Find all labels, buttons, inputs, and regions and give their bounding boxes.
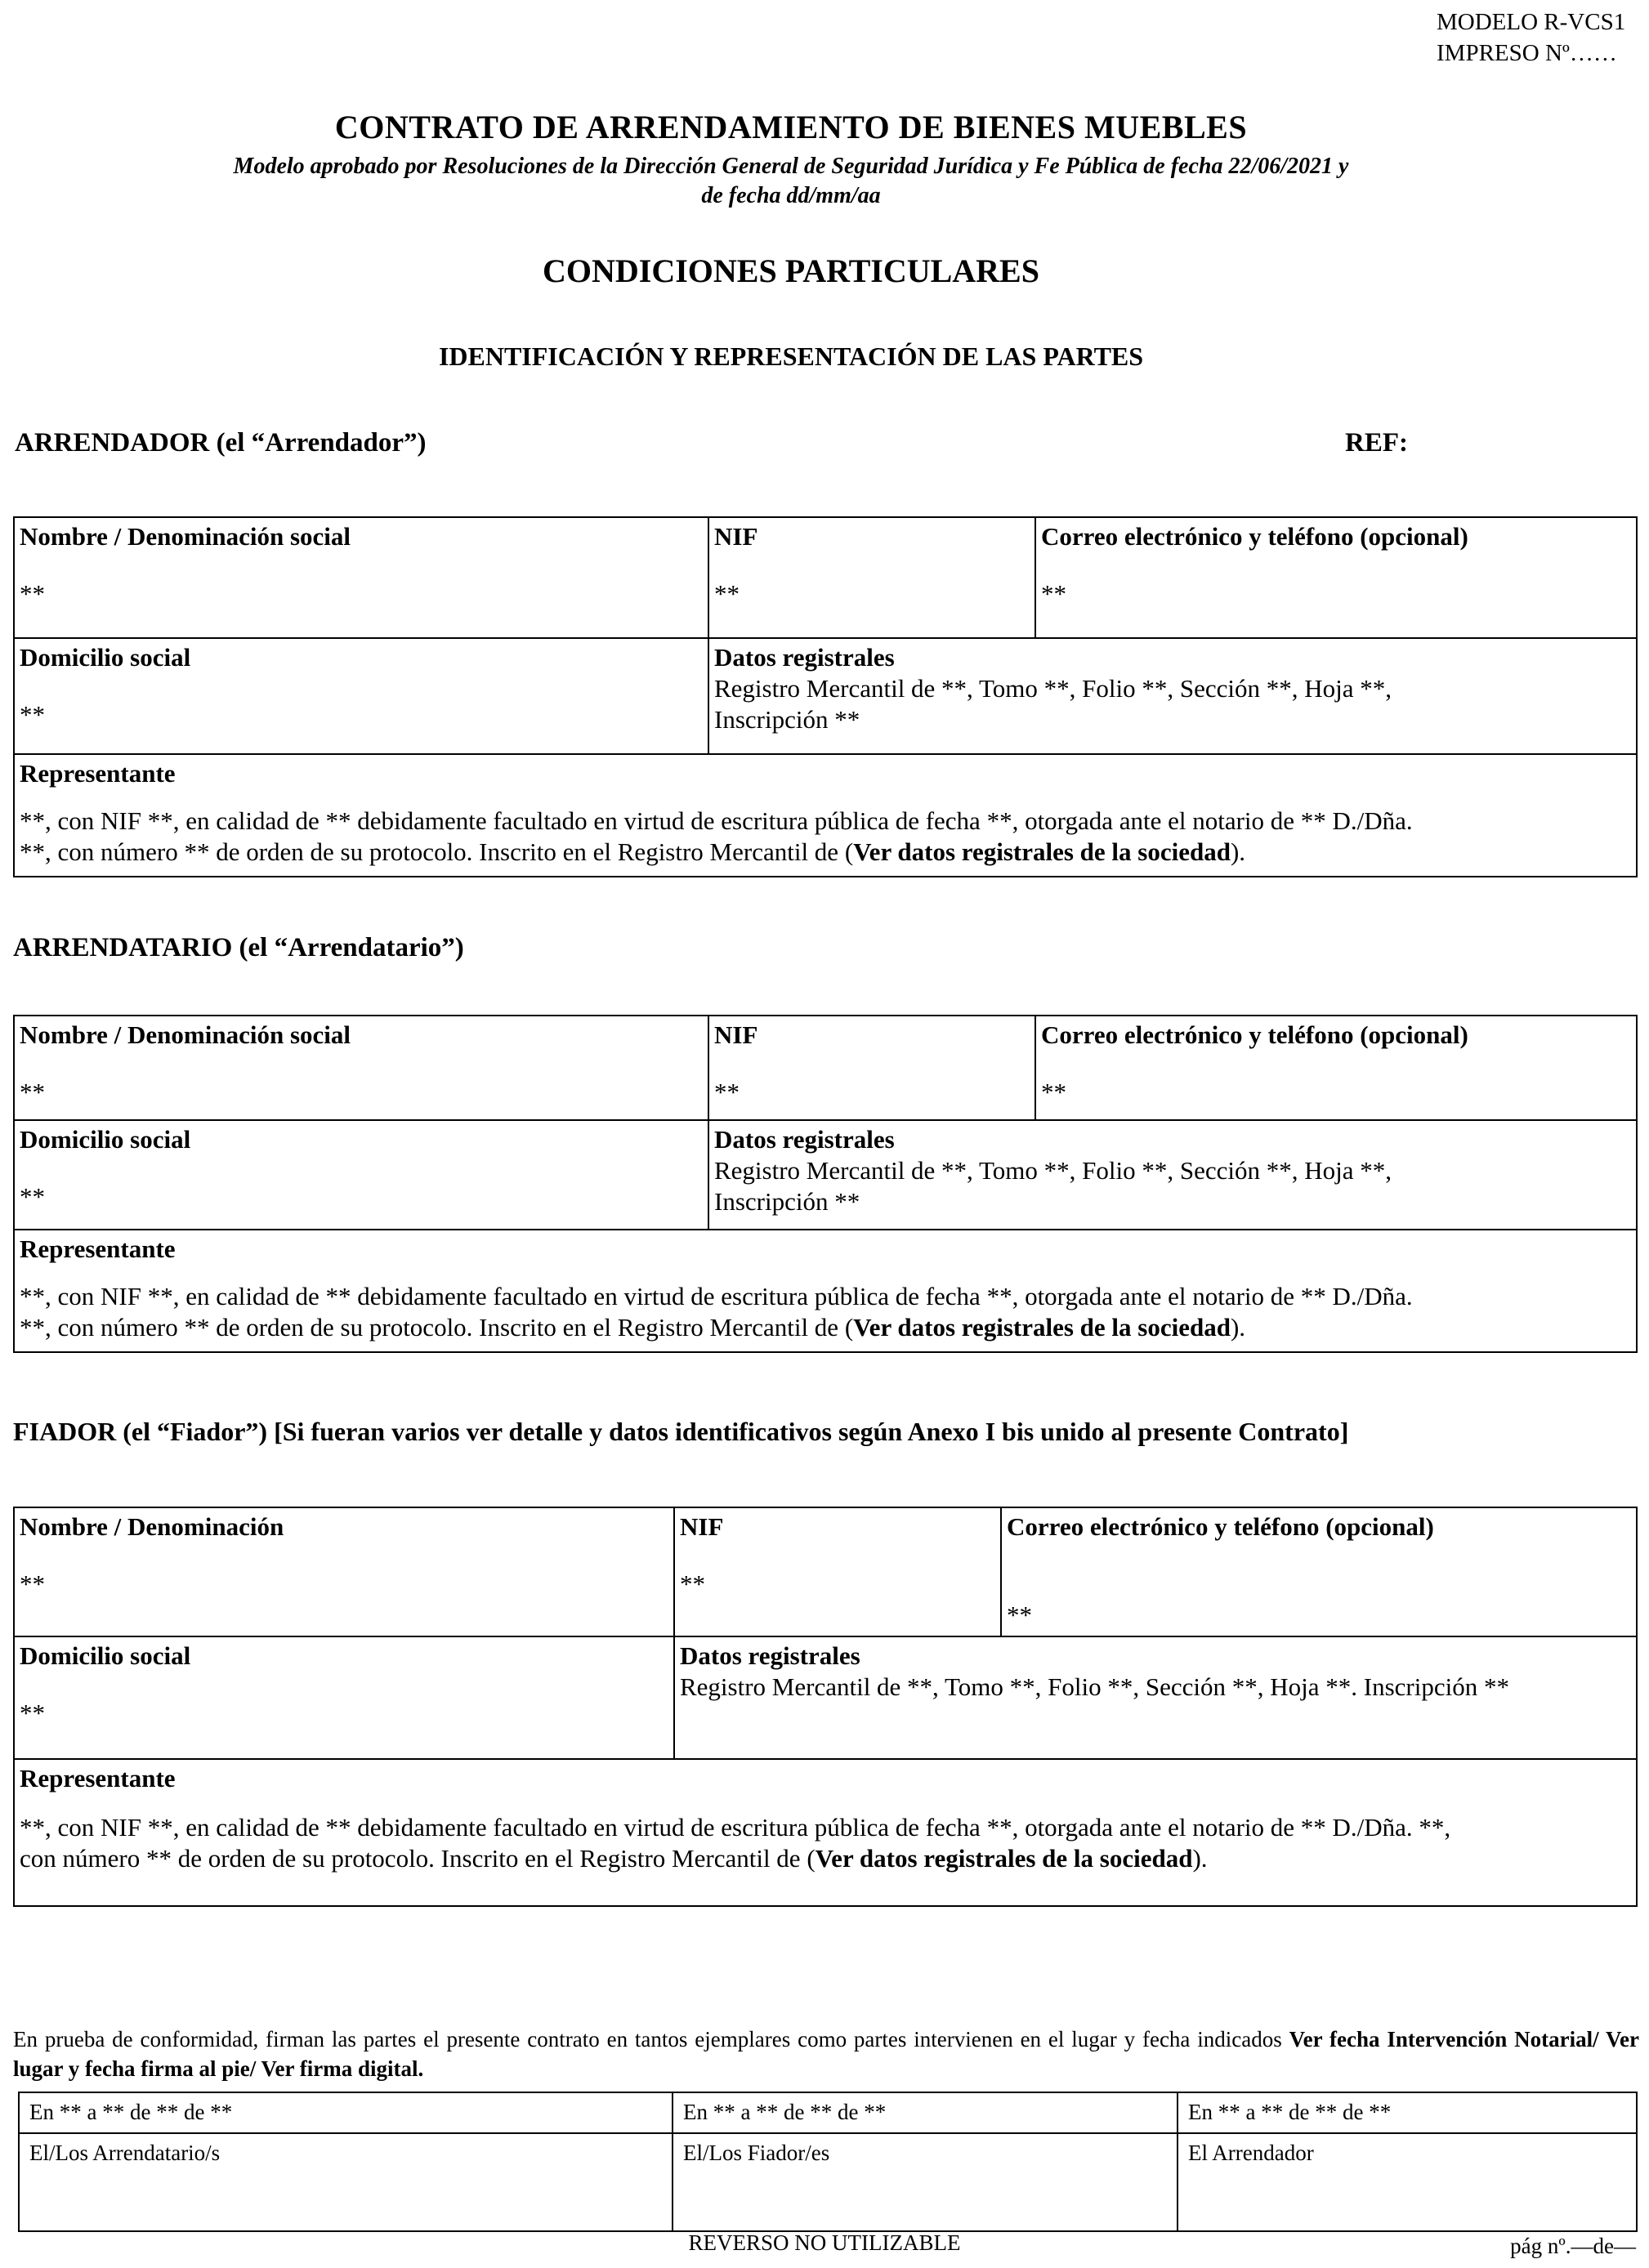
signer-fiador-label: El/Los Fiador/es xyxy=(683,2141,830,2165)
registry-line-2: Inscripción ** xyxy=(714,1187,860,1216)
arrendatario-table xyxy=(13,1015,1638,1353)
fiador-heading: FIADOR (el “Fiador”) [Si fueran varios ver detalle y datos identificativos según Anexo I bis unido al presente Contrato] xyxy=(13,1417,1349,1446)
arrendador-table xyxy=(13,516,1638,877)
address-value: ** xyxy=(20,1699,45,1727)
registry-line-1: Registro Mercantil de **, Tomo **, Folio **, Sección **, Hoja **, xyxy=(714,1156,1392,1185)
name-value: ** xyxy=(20,1569,45,1598)
nif-value: ** xyxy=(680,1569,705,1598)
registry-label: Datos registrales xyxy=(680,1641,860,1670)
fiador-table xyxy=(13,1507,1638,1907)
fiador-nif-cell xyxy=(674,1507,1001,1636)
arrendador-nif-cell xyxy=(708,517,1035,638)
nif-label: NIF xyxy=(714,522,758,551)
address-value: ** xyxy=(20,1182,45,1211)
model-code xyxy=(1437,7,1649,69)
address-label: Domicilio social xyxy=(20,643,191,672)
fiador-representative-cell xyxy=(14,1759,1637,1906)
representative-line-2: **, con número ** de orden de su protocolo. Inscrito en el Registro Mercantil de (Ver datos registrales de la sociedad). xyxy=(20,837,1246,866)
email-value: ** xyxy=(1007,1601,1032,1629)
ref-label: REF: xyxy=(1345,428,1408,458)
conformity-signature-note: Ver fecha Intervención Notarial/ Ver lugar y fecha firma al pie/ Ver firma digital. xyxy=(13,2027,1640,2081)
email-label: Correo electrónico y teléfono (opcional) xyxy=(1041,522,1468,551)
representative-label: Representante xyxy=(20,1764,176,1793)
subtitle-line-2: de fecha dd/mm/aa xyxy=(701,183,881,208)
subtitle-line-1: Modelo aprobado por Resoluciones de la Dirección General de Seguridad Jurídica y Fe Pública de fecha 22/06/2021 y xyxy=(233,154,1349,179)
representative-line-1: **, con NIF **, en calidad de ** debidamente facultado en virtud de escritura pública de fecha **, otorgada ante el notario de ** D./Dña. **, xyxy=(20,1813,1451,1842)
registry-line-1: Registro Mercantil de **, Tomo **, Folio **, Sección **, Hoja **. Inscripción ** xyxy=(680,1672,1509,1701)
document-subtitle xyxy=(0,152,1582,211)
address-label: Domicilio social xyxy=(20,1641,191,1670)
signature-box-fiador xyxy=(673,2133,1178,2231)
email-value: ** xyxy=(1041,1078,1066,1106)
name-label: Nombre / Denominación xyxy=(20,1512,284,1541)
model-number: MODELO R-VCS1 xyxy=(1437,9,1626,35)
document-title: CONTRATO DE ARRENDAMIENTO DE BIENES MUEBLES xyxy=(334,109,1248,145)
name-label: Nombre / Denominación social xyxy=(20,522,351,551)
name-value: ** xyxy=(20,579,45,608)
registry-label: Datos registrales xyxy=(714,1125,895,1154)
arrendador-email-cell xyxy=(1035,517,1637,638)
email-value: ** xyxy=(1041,579,1066,608)
signature-box-arrendador xyxy=(1178,2133,1637,2231)
representative-line-2: con número ** de orden de su protocolo. Inscrito en el Registro Mercantil de (Ver datos registrales de la sociedad). xyxy=(20,1844,1208,1873)
registry-reference: Ver datos registrales de la sociedad xyxy=(853,1313,1231,1342)
address-label: Domicilio social xyxy=(20,1125,191,1154)
arrendatario-name-cell xyxy=(14,1016,708,1120)
place-date-2: En ** a ** de ** de ** xyxy=(673,2092,1178,2133)
nif-label: NIF xyxy=(680,1512,724,1541)
place-date-1: En ** a ** de ** de ** xyxy=(19,2092,673,2133)
signer-arrendador-label: El Arrendador xyxy=(1188,2141,1314,2165)
nif-value: ** xyxy=(714,579,740,608)
fiador-registry-cell xyxy=(674,1636,1637,1759)
arrendador-name-cell xyxy=(14,517,708,638)
signer-arrendatario-label: El/Los Arrendatario/s xyxy=(29,2141,221,2165)
name-value: ** xyxy=(20,1078,45,1106)
representative-line-2: **, con número ** de orden de su protocolo. Inscrito en el Registro Mercantil de (Ver datos registrales de la sociedad). xyxy=(20,1313,1246,1342)
arrendatario-representative-cell xyxy=(14,1230,1637,1352)
name-label: Nombre / Denominación social xyxy=(20,1020,351,1049)
print-number: IMPRESO Nº…… xyxy=(1437,40,1617,66)
fiador-address-cell xyxy=(14,1636,674,1759)
arrendatario-address-cell xyxy=(14,1120,708,1230)
representative-label: Representante xyxy=(20,759,176,788)
identification-heading: IDENTIFICACIÓN Y REPRESENTACIÓN DE LAS PARTES xyxy=(438,342,1144,371)
arrendador-heading: ARRENDADOR (el “Arrendador”) xyxy=(15,428,427,458)
representative-label: Representante xyxy=(20,1234,176,1263)
arrendador-registry-cell xyxy=(708,638,1637,754)
email-label: Correo electrónico y teléfono (opcional) xyxy=(1041,1020,1468,1049)
arrendatario-heading: ARRENDATARIO (el “Arrendatario”) xyxy=(13,933,464,962)
registry-label: Datos registrales xyxy=(714,643,895,672)
place-date-3: En ** a ** de ** de ** xyxy=(1178,2092,1637,2133)
signature-table xyxy=(18,2092,1638,2232)
conditions-heading: CONDICIONES PARTICULARES xyxy=(543,252,1039,289)
arrendatario-registry-cell xyxy=(708,1120,1637,1230)
nif-label: NIF xyxy=(714,1020,758,1049)
arrendatario-nif-cell xyxy=(708,1016,1035,1120)
nif-value: ** xyxy=(714,1078,740,1106)
conformity-statement: En prueba de conformidad, firman las partes el presente contrato en tantos ejemplares como partes intervienen en el lugar y fecha indicados Ver fecha Intervención Notarial/ Ver lugar y fecha firma al pie/ Ver firma digital. xyxy=(13,2027,1640,2081)
arrendador-representative-cell xyxy=(14,754,1637,877)
registry-reference: Ver datos registrales de la sociedad xyxy=(853,837,1231,866)
registry-line-1: Registro Mercantil de **, Tomo **, Folio **, Sección **, Hoja **, xyxy=(714,674,1392,703)
representative-line-1: **, con NIF **, en calidad de ** debidamente facultado en virtud de escritura pública de fecha **, otorgada ante el notario de ** D./Dña. xyxy=(20,1282,1413,1310)
signature-box-arrendatario xyxy=(19,2133,673,2231)
reverse-notice: REVERSO NO UTILIZABLE xyxy=(688,2230,961,2255)
address-value: ** xyxy=(20,700,45,729)
arrendatario-email-cell xyxy=(1035,1016,1637,1120)
fiador-email-cell xyxy=(1001,1507,1637,1636)
registry-line-2: Inscripción ** xyxy=(714,705,860,734)
page-number: pág nº.—de— xyxy=(1510,2234,1636,2258)
registry-reference: Ver datos registrales de la sociedad xyxy=(815,1844,1193,1873)
fiador-name-cell xyxy=(14,1507,674,1636)
arrendador-address-cell xyxy=(14,638,708,754)
representative-line-1: **, con NIF **, en calidad de ** debidamente facultado en virtud de escritura pública de fecha **, otorgada ante el notario de ** D./Dña. xyxy=(20,806,1413,835)
email-label: Correo electrónico y teléfono (opcional) xyxy=(1007,1512,1434,1541)
